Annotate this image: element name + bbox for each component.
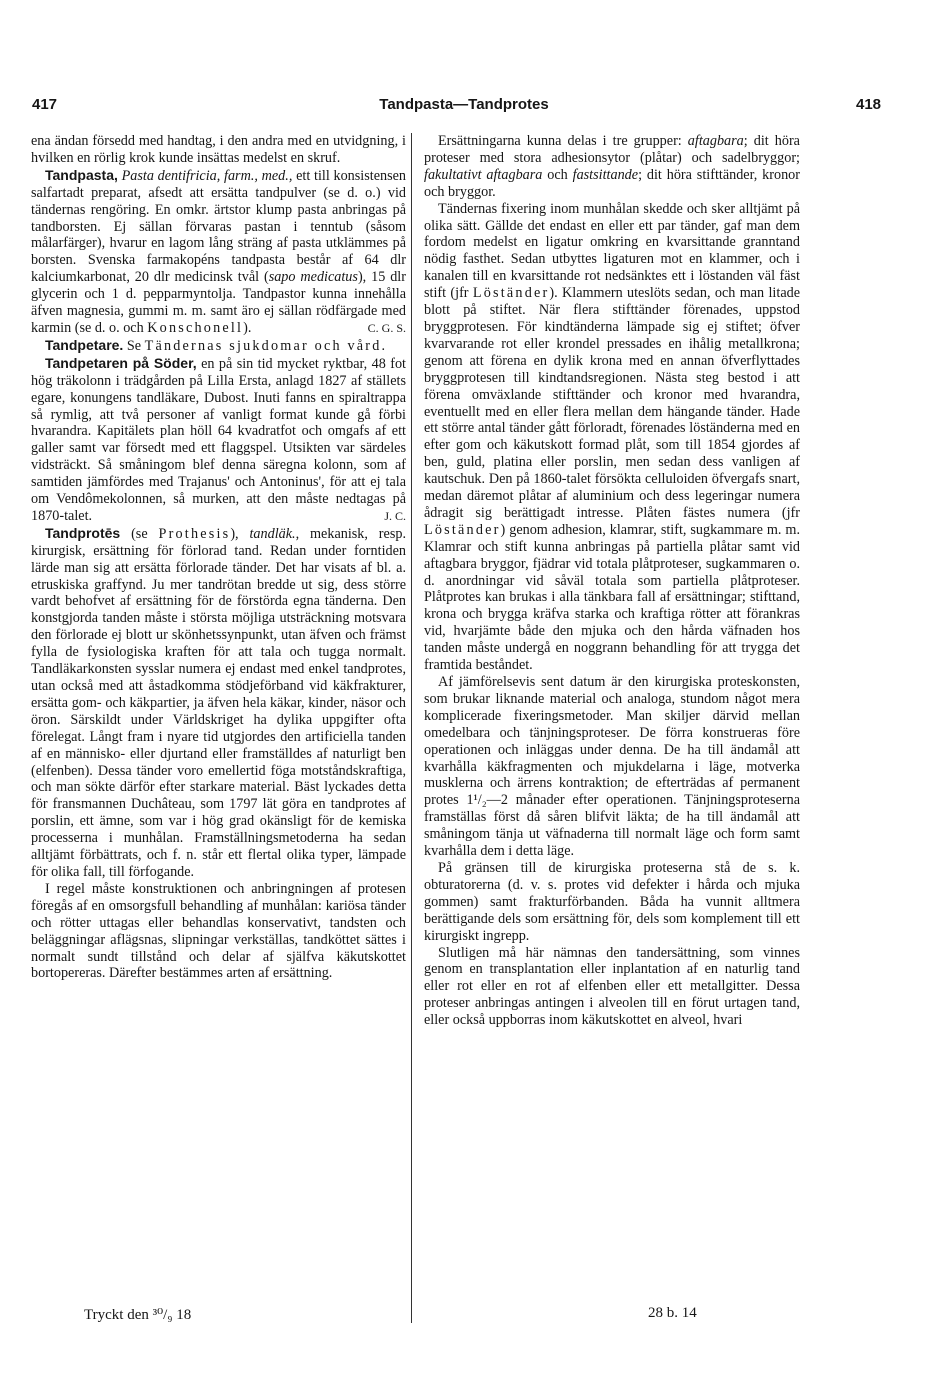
paragraph: Af jämförelsevis sent datum är den kirurgiska proteskonsten, som brukar liknande material och analoga, stundom något mera komplicerade fixeringsmetoder. Man skiljer därvid mellan omedelbara och tänjningsproteser. De förra konstrueras före operationen och inläggas under denna. De ha till ändamål att kvarhålla käkfragmenten och mjukdelarna i läge, motverka musklerna och ärrens kontraktion; de efterträdas af permanent protes 1¹/₂—2 månader efter operationen. Tänjningsproteserna framställas först då såren blifvit läkta; de ha till ändamål att småningom tänja ut väfnaderna till normalt läge och form samt kvarhålla dem i detta läge.	[424, 674, 800, 860]
left-column	[31, 133, 406, 982]
entry-text: (se	[131, 525, 148, 542]
entry-text: Se	[126, 337, 142, 354]
page-number-right: 418	[856, 96, 882, 113]
abbreviation: tandläk.	[249, 525, 296, 542]
paragraph: På gränsen till de kirurgiska proteserna stå de s. k. obturatorerna (d. v. s. protes vid defekter i hårda och mjuka gommen) samt frakturförbanden. Båda ha vunnit alltmera berättigande dels som ersättning för, dels som komplement till ett kirurgiskt ingrepp.	[424, 859, 800, 944]
text: ). Klammern uteslöts sedan, och man litade blott på stiftet. När flera stifttänder förenades, uppstod bryggprotesen. För kindtänderna lämpade sig ej stiftet; öfver kvarvarande rot eller krondel pressades en ihålig metallkrona; genom att förena en dylik krona med en annan öfverflyttades bryggprotesen till kindtandsregionen. Nästa steg bestod i att förena omväxlande stifttänder och kronor med hvarandra, eventuellt med en eller flera mellan dem hängande tänder. Hade ett större antal tänder gått förloradt, förenades löständerna med en efter gom och käkutskott formad plåt, som till 1854 gjordes af ben, guld, platina eller porslin, men sedan dess vanligen af kautschuk. Den på 1860-talet försökta celluloiden öfvergafs snart, medan däremot plåtar af aluminium och dess legeringar numera ådragit sig berättigadt intresse. Plåten fästes numera (jfr	[424, 285, 801, 521]
emphasis: aftagbara	[687, 133, 744, 149]
entry-tandpasta	[31, 167, 406, 337]
text: ; dit höra stifttänder, kronor och bryggor.	[424, 166, 801, 200]
paragraph	[424, 201, 800, 674]
entry-tandpetare	[31, 337, 406, 355]
headword: Tandprotēs	[45, 524, 121, 541]
cross-reference[interactable]: Prothesis	[158, 525, 231, 542]
text: ) genom adhesion, klamrar, stift, sugkammare m. m. Klamrar och stift kunna anbringas på partiella plåtar samt vid aftagbara bryggor, fjädrar vid totala plåtproteser, sugkammaren o. d. anordningar vid såväl totala som partiella plåtproteser. Plåtprotes kan brukas i alla tänkbara fall af ersättningar; stifttand, krona och brygga kräfva starka och kraftiga rötter att förankras vid, hvarjämte både den mjuka och den hårda väfnaden hos tanden måste undergå en noggrann behandling för att trygga det framtida beståndet.	[424, 521, 800, 674]
right-column	[424, 133, 800, 1029]
page-number-left: 417	[32, 96, 58, 113]
latin-term: Pasta dentifricia, farm., med.,	[121, 167, 293, 184]
paragraph: Slutligen må här nämnas den tandersättning, som vinnes genom en transplantation eller inplantation af en naturlig tand eller rot eller en rot af elfenben eller ett metallgitter. Dessa proteser anbringas antingen i alveolen till en förut urtagen tand, eller också uppborras inom käkutskottet en alveol, hvari	[424, 944, 800, 1029]
headword: Tandpetare.	[45, 336, 124, 353]
paragraph: ena ändan försedd med handtag, i den andra med en utvidgning, i hvilken en rörlig krok kunde insättas medelst en skruf.	[31, 133, 406, 166]
text: ; dit höra proteser med stora adhesionsytor (plåtar) och sadelbryggor;	[424, 133, 800, 166]
print-date-footer: Tryckt den ³⁰/₉ 18	[84, 1307, 192, 1323]
paragraph	[424, 133, 800, 201]
entry-tandpetaren-pa-soder	[31, 355, 406, 525]
text: Tändernas fixering inom munhålan skedde och sker alltjämt på olika sätt. Gällde det endast en eller ett par tänder, gaf man dem fordom medelst en ligatur omkring en kvarsittande granntand nödig fasthet. Sedan utbyttes ligaturen mot en klammer, och i kanalen till en kvarsittande rot nedsänktes ett i löstanden väl fäst stift (jfr	[424, 200, 800, 302]
column-rule	[411, 133, 412, 1323]
emphasis: fastsittande	[572, 166, 639, 183]
text: Ersättningarna kunna delas i tre grupper:	[438, 133, 682, 149]
text: och	[547, 166, 568, 183]
paragraph: I regel måste konstruktionen och anbringningen af protesen föregås af en omsorgsfull behandling af munhålan: kariösa tänder och rötter uttagas eller behandlas konservativt, tandsten och beläggningar aflägsnas, slipningar verkställas, tandköttet sättes i normalt sundt tillstånd och delar af själfva käkutskottet bortopereras. Därefter bestämmes arten af ersättning.	[31, 880, 406, 982]
author-signature: C. G. S.	[367, 320, 406, 335]
latin-term: sapo medicatus	[268, 269, 358, 286]
author-signature: J. C.	[384, 508, 406, 523]
entry-text: ).	[243, 319, 252, 336]
cross-reference[interactable]: Löständer	[424, 521, 501, 538]
headword: Tandpetaren på Söder,	[45, 354, 197, 371]
entry-text: en på sin tid mycket ryktbar, 48 fot hög träkolonn i trädgården på Lilla Ersta, anlagd 1827 af ställets egare, konungens tandläkare, Dubost. Inuti fanns en spiraltrappa så rymlig, att två personer af vanligt format kunde gå förbi hvarandra. Kapitälets plan höll 64 kvadratfot och omgafs af ett galler samt var försedt med ett flaggspel. Utsikten var särdeles vidsträckt. Så småningom blef denna säregna kolonn, som af samtiden jämfördes med Trajanus' och Antoninus', för att ej tala om Vendômekolonnen, så murken, att den måste nedtagas på 1870-talet.	[31, 355, 406, 524]
signature-mark-footer: 28 b. 14	[648, 1305, 697, 1321]
cross-reference[interactable]: Löständer	[472, 285, 550, 302]
entry-text: .	[381, 337, 386, 354]
entry-text: ett till konsistensen salfartadt preparat, afsedt att ersätta tandpulver (se d. o.) vid tändernas rengöring. En omkr. ärtstor klump pasta anbringas på tandborsten. Ej sällan förvaras pastan i tenntub (såsom målarfärger), hvarur en lagom lång sträng af pasta utklämmes på borsten. Svenska farmakopéns tandpasta består af 64 dlr kalciumkarbonat, 20 dlr medicinsk tvål (	[31, 167, 407, 286]
emphasis: fakultativt aftagbara	[424, 166, 543, 183]
entry-tandprotes: Tandprotēs (se Prothesis), tandläk., mekanisk, resp. kirurgisk, ersättning för förlorad tand. Redan under forntiden lärde man sig att ersätta förlorade tänder. Det har visats af bl. a. etruskiska graffynd. Ju mer tandrötan bredde ut sig, dess större vardt behofvet af ersättning för de förstörda egna tänderna. Den konstgjorda tanden måste i största möjliga utsträckning motsvara den förlorade ej blott ur skönhetssynpunkt, utan äfven och främst fylla de fysiologiska kraften för att tala och tugga normalt. Tandläkarkonsten sysslar numera ej endast med enkel tandprotes, utan också med att åstadkomma stödjeförband vid käkfrakturer, ersätta gom- och käkpartier, ja äfven hela käkar, kinder, näsor och öron. Särskildt under Världskriget ha dylika uppgifter ofta förelegat. Långt fram i nyare tid utgjordes den artificiella tanden af en människo- eller djurtand eller framställdes af naturligt ben (elfenben). Dessa tänder voro emellertid föga motståndskraftiga, och man sökte därför efter starkare material. Bäst lyckades detta för fransmannen Duchâteau, som 1797 lät göra en tandprotes af porslin, ett ämne, som var i hög grad okänsligt för de kemiska processerna i munhålan. Framställningsmetoderna ha sedan alltjämt förbättrats, och f. n. står ett flertal olika typer, lämpade för olika fall, till förfogande.	[31, 524, 406, 880]
cross-reference[interactable]: Tändernas sjukdomar och vård	[144, 337, 382, 354]
headword: Tandpasta,	[45, 166, 118, 183]
entry-text: ), 15 dlr glycerin och 1 d. pepparmyntolja. Tandpastor kunna innehålla äfven magnesia, gummi m. m. samt äro ej sällan rödfärgade med karmin (se d. o. och	[31, 269, 406, 336]
cross-reference[interactable]: Konschonell	[147, 319, 244, 336]
running-head: Tandpasta—Tandprotes	[379, 96, 549, 113]
entry-text: mekanisk, resp. kirurgisk, ersättning för förlorad tand. Redan under forntiden lärde man sig att ersätta förlorade tänder. Det har visats af bl. a. etruskiska graffynd. Ju mer tandrötan bredde ut sig, dess större vardt behofvet af ersättning för de förstörda egna tänderna. Den konstgjorda tanden måste i största möjliga utsträckning motsvara den förlorade ej blott ur skönhetssynpunkt, utan äfven och främst fylla de fysiologiska kraften för att tala och tugga normalt. Tandläkarkonsten sysslar numera ej endast med enkel tandprotes, utan också med att åstadkomma stödjeförband vid käkfrakturer, ersätta gom- och käkpartier, ja äfven hela käkar, kinder, näsor och öron. Särskildt under Världskriget ha dylika uppgifter ofta förelegat. Långt fram i nyare tid utgjordes den artificiella tanden af en människo- eller djurtand eller framställdes af naturligt ben (elfenben). Dessa tänder voro emellertid föga motståndskraftiga, och man sökte därför efter starkare material. Bäst lyckades detta för fransmannen Duchâteau, som 1797 lät göra en tandprotes af porslin, ett ämne, som var i hög grad okänsligt för de kemiska processerna i munhålan. Framställningsmetoderna ha sedan alltjämt förbättrats, och f. n. står ett flertal olika typer, lämpade för olika fall, till förfogande.	[31, 525, 406, 880]
